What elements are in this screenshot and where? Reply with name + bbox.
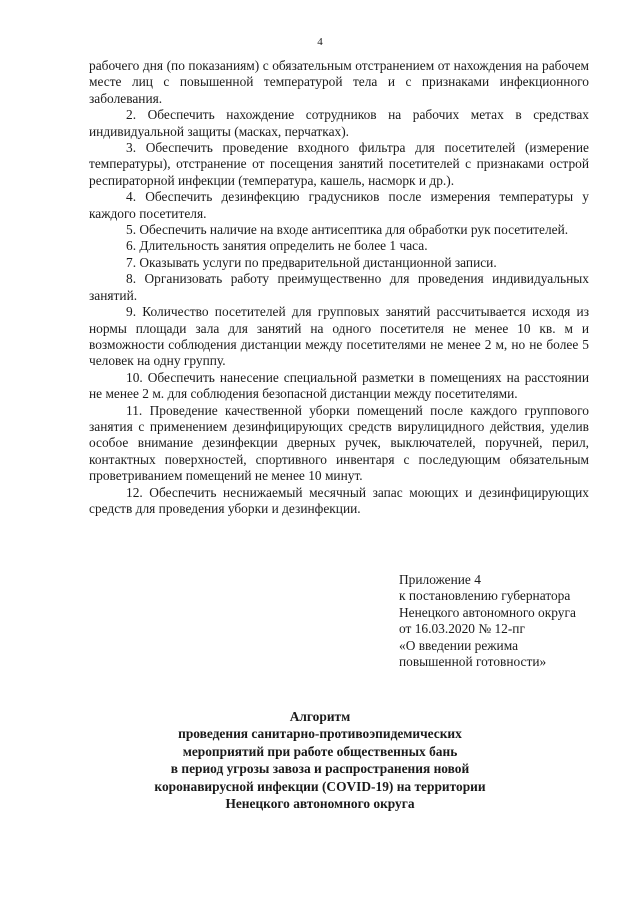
paragraph-item-7: 7. Оказывать услуги по предварительной дистанционной записи. [126,254,497,270]
paragraph-item-4: 4. Обеспечить дезинфекцию градусников после измерения температуры у каждого посетителя. [89,189,589,221]
page-number: 4 [317,36,323,48]
title-line: Алгоритм [289,709,351,724]
paragraph-item-3: 3. Обеспечить проведение входного фильтра для посетителей (измерение температуры), отстранение от посещения занятий посетителей с признаками острой респираторной инфекции (температура, кашель, насморк и др.). [89,140,589,188]
document-title [0,708,640,812]
appendix-line: повышенной готовности» [399,654,547,670]
paragraph-item-8: 8. Организовать работу преимущественно для проведения индивидуальных занятий. [89,271,589,303]
appendix-line: к постановлению губернатора [399,588,571,604]
appendix-line: от 16.03.2020 № 12-пг [399,621,525,637]
title-line: Ненецкого автономного округа [225,796,415,812]
paragraph-item-12: 12. Обеспечить неснижаемый месячный запас моющих и дезинфицирующих средств для проведения уборки и дезинфекции. [89,484,589,516]
title-line: в период угрозы завоза и распространения новой [170,761,470,777]
appendix-header [399,572,614,670]
appendix-line: «О введении режима [399,637,519,653]
title-line: коронавирусной инфекции (COVID-19) на территории [154,778,486,794]
paragraph-item-2: 2. Обеспечить нахождение сотрудников на рабочих метах в средствах индивидуальной защиты (масках, перчатках). [89,107,589,139]
paragraph-item-5: 5. Обеспечить наличие на входе антисептика для обработки рук посетителей. [126,222,569,238]
paragraph-item-9: 9. Количество посетителей для групповых занятий рассчитывается исходя из нормы площади зала для занятий на одного посетителя не менее 10 кв. м и возможности соблюдения дистанции между посетителями не менее 2 м, но не более 5 человек на одну группу. [89,304,589,369]
body-text [89,58,589,517]
title-line: проведения санитарно-противоэпидемических [178,726,462,742]
appendix-line: Приложение 4 [399,572,481,587]
paragraph-item-11: 11. Проведение качественной уборки помещений после каждого группового занятия с применением дезинфицирующих средств вирулицидного действия, уделив особое внимание дезинфекции дверных ручек, выключателей, поручней, перил, контактных поверхностей, спортивного инвентаря с последующим обязательным проветриванием помещений не менее 10 минут. [89,402,589,484]
paragraph-item-10: 10. Обеспечить нанесение специальной разметки в помещениях на расстоянии не менее 2 м. для соблюдения безопасной дистанции между посетителями. [89,369,589,402]
title-line: мероприятий при работе общественных бань [182,743,458,759]
paragraph-item-6: 6. Длительность занятия определить не более 1 часа. [126,238,428,254]
paragraph-continuation: рабочего дня (по показаниям) с обязательным отстранением от нахождения на рабочем месте лиц с повышенной температурой тела и с признаками инфекционного заболевания. [89,58,589,106]
appendix-line: Ненецкого автономного округа [399,604,576,620]
